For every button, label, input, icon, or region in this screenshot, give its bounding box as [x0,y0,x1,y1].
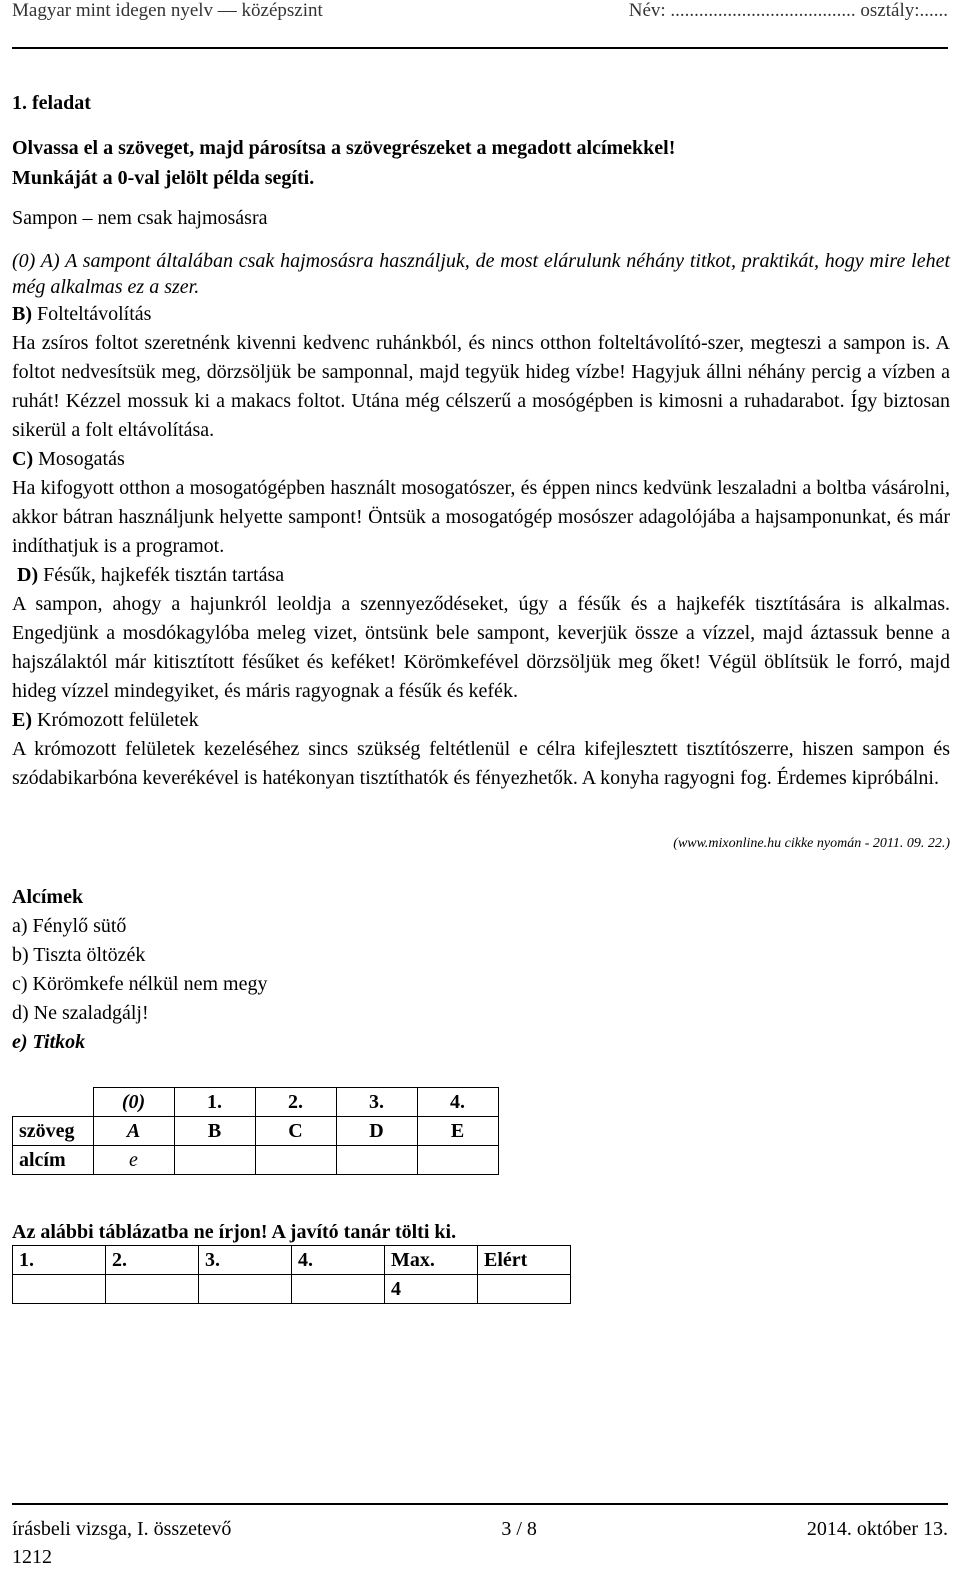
subtitles-title: Alcímek [12,886,84,908]
section-b-heading [12,300,950,329]
section-c-body: Ha kifogyott otthon a mosogatógépben használt mosogatószer, és éppen nincs kedvünk leszaladni a boltba vásárolni, akkor bátran használjunk helyette sampont! Öntsük a mosogatógép mosószer adagolójába a hajsamponunkat, és már indíthatjuk is a programot. [12,477,950,557]
section-title: Fésűk, hajkefék tisztán tartása [38,564,285,586]
section-letter: D) [17,564,39,586]
text-cell: D [336,1117,417,1146]
header-cell: 3. [199,1246,292,1275]
answer-cell[interactable] [336,1146,417,1175]
table-row [13,1275,571,1304]
footer-rule [12,1503,948,1505]
page-header [12,0,948,26]
page-footer [12,1518,948,1541]
score-cell [106,1275,199,1304]
text-cell: C [255,1117,336,1146]
source-citation: (www.mixonline.hu cikke nyomán - 2011. 09. 22.) [673,836,950,851]
header-cell: 1. [13,1246,106,1275]
section-title: Mosogatás [33,448,125,470]
row-label: szöveg [13,1117,94,1146]
story-title: Sampon – nem csak hajmosásra [12,207,268,229]
footer-exam-part: írásbeli vizsga, I. összetevő [12,1518,232,1540]
answer-cell[interactable] [417,1146,498,1175]
text-cell: E [417,1117,498,1146]
name-class-field: Név: ....................................... osztály:...... [628,0,948,21]
instruction-line-2: Munkáját a 0-val jelölt példa segíti. [12,167,315,189]
text-cell: B [174,1117,255,1146]
page-number: 3 / 8 [501,1518,537,1540]
section-d-body: A sampon, ahogy a hajunkról leoldja a szennyeződéseket, úgy a fésűk és a hajkefék tisztítására is alkalmas. Engedjünk a mosdókagylóba meleg vizet, öntsünk bele sampont, keverjük össze a vízzel, majd áztassuk benne a hajszálaktól már kitisztított fésűket és keféket! Körömkefével dörzsöljük meg őket! Végül öblítsük le forró, majd hideg vízzel mindegyiket, és máris ragyognak a fésűk és kefék. [12,593,950,702]
task-title: 1. feladat [12,92,91,114]
header-cell: 4. [417,1088,498,1117]
score-cell [199,1275,292,1304]
answer-cell: e [93,1146,174,1175]
subtitles-list [12,912,950,1057]
section-title: Folteltávolítás [32,303,152,325]
subtitle-item: d) Ne szaladgálj! [12,1002,149,1024]
header-cell: 3. [336,1088,417,1117]
instructions [12,133,950,193]
header-cell: 1. [174,1088,255,1117]
section-e-heading [12,706,950,735]
table-row [13,1146,499,1175]
answer-cell[interactable] [255,1146,336,1175]
grading-table [12,1245,571,1304]
header-cell: 2. [106,1246,199,1275]
section-title: Krómozott felületek [32,709,199,731]
section-d-heading [12,561,950,590]
section-letter: B) [12,303,32,325]
header-cell: Elért [478,1246,571,1275]
table-row [13,1117,499,1146]
section-e-body: A krómozott felületek kezeléséhez sincs szükség feltétlenül e célra kifejlesztett tisztítószerre, hiszen sampon és szódabikarbóna keverékével is hatékonyan tisztíthatók és fényezhetők. A konyha ragyogni fog. Érdemes kipróbálni. [12,738,950,789]
exam-date: 2014. október 13. [806,1518,948,1540]
score-cell [292,1275,385,1304]
header-cell: Max. [385,1246,478,1275]
subtitle-item: c) Körömkefe nélkül nem megy [12,973,268,995]
intro-paragraph: (0) A) A sampont általában csak hajmosásra használjuk, de most elárulunk néhány titkot, praktikát, hogy mire lehet még alkalmas ez a szer. [12,250,950,298]
header-rule [12,47,948,49]
header-cell: (0) [93,1088,174,1117]
score-cell [478,1275,571,1304]
answer-table [12,1087,499,1175]
text-cell: A [93,1117,174,1146]
subtitle-item: a) Fénylő sütő [12,915,127,937]
main-content [12,92,950,1304]
section-b-body: Ha zsíros foltot szeretnénk kivenni kedvenc ruhánkból, és nincs otthon folteltávolító-szer, megteszi a sampon is. A foltot nedvesítsük meg, dörzsöljük be samponnal, majd tegyük hideg vízbe! Hagyjuk állni néhány percig a vízben a ruhát! Kézzel mossuk ki a makacs foltot. Utána még célszerű a mosógépben is kimosni a ruhadarabot. Így biztosan sikerül a folt eltávolítása. [12,332,950,441]
subtitle-item-example: e) Titkok [12,1031,86,1053]
exam-code: 1212 [12,1546,52,1568]
subtitle-item: b) Tiszta öltözék [12,944,146,966]
score-cell [13,1275,106,1304]
table-corner [13,1088,94,1117]
answer-cell[interactable] [174,1146,255,1175]
header-cell: 2. [255,1088,336,1117]
section-letter: E) [12,709,32,731]
max-score-cell: 4 [385,1275,478,1304]
header-cell: 4. [292,1246,385,1275]
row-label: alcím [13,1146,94,1175]
section-c-heading [12,445,950,474]
exam-title: Magyar mint idegen nyelv — középszint [12,0,323,21]
table-row [13,1088,499,1117]
table-row [13,1246,571,1275]
instruction-line-1: Olvassa el a szöveget, majd párosítsa a szövegrészeket a megadott alcímekkel! [12,137,676,159]
grading-note: Az alábbi táblázatba ne írjon! A javító tanár tölti ki. [12,1221,457,1243]
section-letter: C) [12,448,34,470]
